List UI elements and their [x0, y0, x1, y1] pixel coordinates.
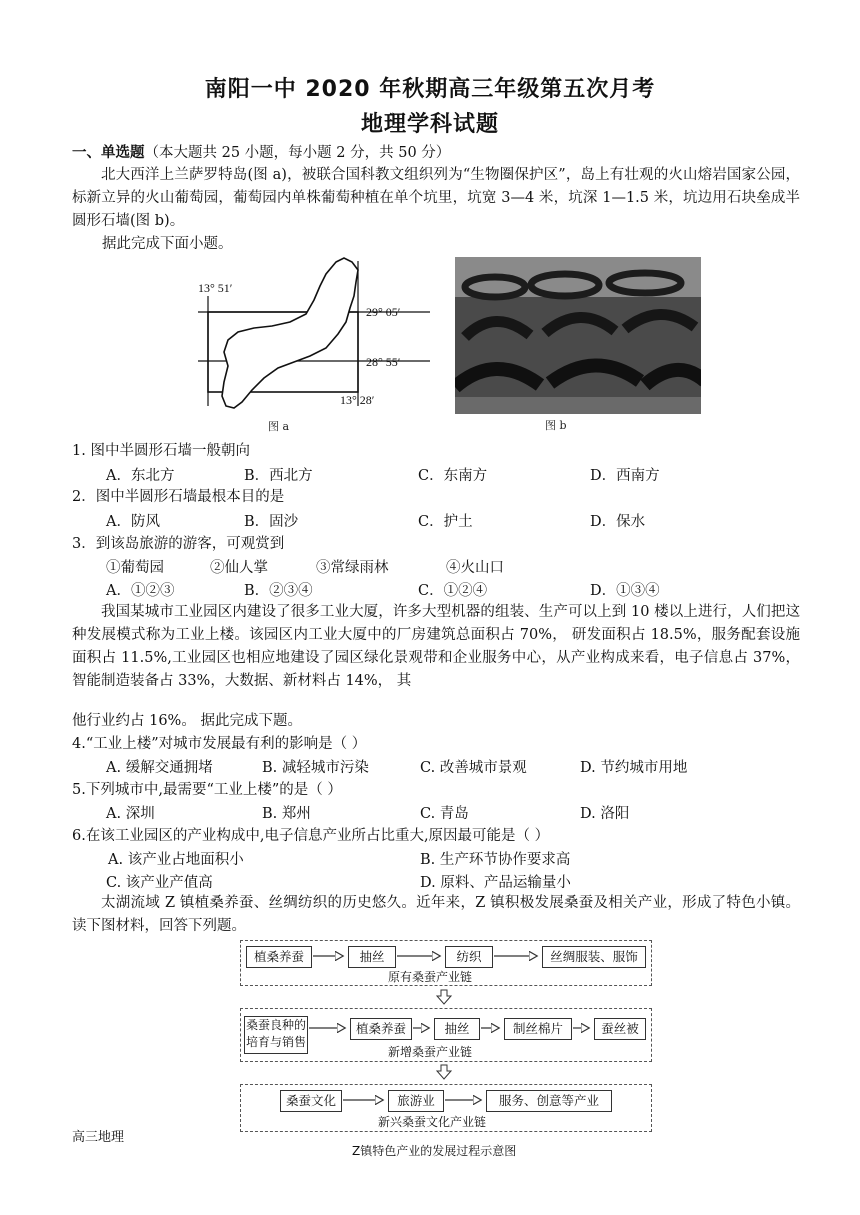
- question-2-option-d: D．保水: [590, 514, 646, 530]
- question-6-stem: 6.在该工业园区的产业构成中,电子信息产业所占比重大,原因最可能是（ ）: [72, 828, 550, 844]
- figure-b-caption: 图 b: [545, 419, 567, 432]
- question-3-stem: 3．到该岛旅游的游客，可观赏到: [72, 536, 285, 552]
- intro-paragraph-2: 我国某城市工业园区内建设了很多工业大厦，许多大型机器的组装、生产可以上到 10 楼以上进行，人们把这种发展模式称为工业上楼。该园区内工业大厦中的厂房建筑总面积占 70%， 研发面积占 18.5%，服务配套设施面积占 11.5%,工业园区也相应地建设了园区绿化景观带和企业服务中心，从产业构成来看，电子信息占 37%，智能制造装备占 33%，大数据、新材料占 14%， 其: [72, 604, 800, 689]
- question-2-option-c: C．护土: [418, 514, 473, 530]
- chain1-label: 原有桑蚕产业链: [388, 970, 473, 984]
- question-2-option-a: A．防风: [106, 514, 160, 530]
- question-4-option-b: B. 减轻城市污染: [262, 760, 369, 776]
- chain3-box-services: 服务、创意等产业: [486, 1090, 612, 1112]
- question-3-item-2: ②仙人掌: [210, 560, 268, 576]
- section-heading-note: （本大题共 25 小题，每小题 2 分，共 50 分）: [144, 145, 451, 161]
- question-6-option-b: B. 生产环节协作要求高: [420, 852, 571, 868]
- question-3-option-a: A．①②③: [106, 583, 175, 599]
- section-heading: [72, 142, 450, 164]
- question-4-option-a: A. 缓解交通拥堵: [106, 760, 213, 776]
- question-5-option-b: B. 郑州: [262, 806, 311, 822]
- intro-1-tail: 据此完成下面小题。: [102, 236, 233, 252]
- chain3-label: 新兴桑蚕文化产业链: [378, 1115, 487, 1129]
- lon-label-left: 13° 51′: [198, 281, 233, 295]
- question-1-option-b: B．西北方: [244, 468, 313, 484]
- intro-paragraph-3: 太湖流域 Z 镇植桑养蚕、丝绸纺织的历史悠久。近年来，Z 镇积极发展桑蚕及相关产业，形成了特色小镇。读下图材料，回答下列题。: [72, 895, 800, 934]
- question-5-option-d: D. 洛阳: [580, 806, 630, 822]
- question-1-option-d: D．西南方: [590, 468, 660, 484]
- question-3-item-1: ①葡萄园: [106, 560, 164, 576]
- lon-label-right: 13° 28′: [340, 393, 375, 407]
- question-2-option-b: B．固沙: [244, 514, 299, 530]
- question-5-option-a: A. 深圳: [106, 806, 155, 822]
- chain3-box-tourism: 旅游业: [388, 1090, 444, 1112]
- question-6-option-a: A. 该产业占地面积小: [108, 852, 244, 868]
- question-4-option-c: C. 改善城市景观: [420, 760, 527, 776]
- question-1-stem: 1. 图中半圆形石墙一般朝向: [72, 443, 250, 459]
- question-3-option-d: D．①③④: [590, 583, 660, 599]
- diagram-arrows: [238, 938, 656, 1134]
- lat-label-top: 29° 05′: [366, 305, 401, 319]
- question-5-stem: 5.下列城市中,最需要“工业上楼”的是（ ）: [72, 782, 342, 798]
- diagram-caption: Z镇特色产业的发展过程示意图: [352, 1144, 517, 1158]
- chain3-box-culture: 桑蚕文化: [280, 1090, 342, 1112]
- chain1-box-weaving: 纺织: [445, 946, 493, 968]
- lat-label-bottom: 28° 55′: [366, 355, 401, 369]
- question-3-option-c: C．①②④: [418, 583, 488, 599]
- question-3-item-3: ③常绿雨林: [316, 560, 389, 576]
- industry-chain-diagram: [238, 938, 656, 1134]
- chain2-box-quilt: 蚕丝被: [594, 1018, 646, 1040]
- question-5-option-c: C. 青岛: [420, 806, 469, 822]
- chain2-box-planting: 植桑养蚕: [350, 1018, 412, 1040]
- question-3-option-b: B．②③④: [244, 583, 313, 599]
- question-1-option-a: A．东北方: [106, 468, 175, 484]
- question-6-option-d: D. 原料、产品运输量小: [420, 875, 571, 891]
- question-4-stem: 4.“工业上楼”对城市发展最有利的影响是（ ）: [72, 736, 367, 752]
- exam-title: 南阳一中 2020 年秋期高三年级第五次月考: [204, 77, 656, 102]
- chain1-box-apparel: 丝绸服装、服饰: [542, 946, 646, 968]
- intro-2-tail: 他行业约占 16%。 据此完成下题。: [72, 713, 302, 729]
- figure-a-map: [198, 256, 430, 434]
- chain2-box-reeling: 抽丝: [434, 1018, 480, 1040]
- exam-subtitle: 地理学科试题: [360, 112, 499, 137]
- chain1-box-planting: 植桑养蚕: [246, 946, 312, 968]
- chain2-box-breeding: 桑蚕良种的培育与销售: [244, 1016, 308, 1054]
- question-2-stem: 2．图中半圆形石墙最根本目的是: [72, 489, 285, 505]
- chain2-label: 新增桑蚕产业链: [388, 1045, 473, 1059]
- chain2-box-silk-sheet: 制丝棉片: [504, 1018, 572, 1040]
- question-6-option-c: C. 该产业产值高: [106, 875, 213, 891]
- intro-paragraph-1: 北大西洋上兰萨罗特岛(图 a)，被联合国科教文组织列为“生物圈保护区”，岛上有壮观的火山熔岩国家公园，标新立异的火山葡萄园，葡萄园内单株葡萄种植在单个坑里，坑宽 3—4 米，坑深 1—1.5 米，坑边用石块垒成半圆形石墙(图 b)。: [72, 167, 800, 229]
- page-footer: 高三地理: [72, 1130, 125, 1145]
- section-heading-label: 一、单选题: [72, 144, 145, 161]
- figure-b-photo: [455, 257, 701, 414]
- chain1-box-reeling: 抽丝: [348, 946, 396, 968]
- figure-a-caption: 图 a: [268, 420, 290, 433]
- question-3-item-4: ④火山口: [446, 560, 504, 576]
- question-4-option-d: D. 节约城市用地: [580, 760, 688, 776]
- question-1-option-c: C．东南方: [418, 468, 488, 484]
